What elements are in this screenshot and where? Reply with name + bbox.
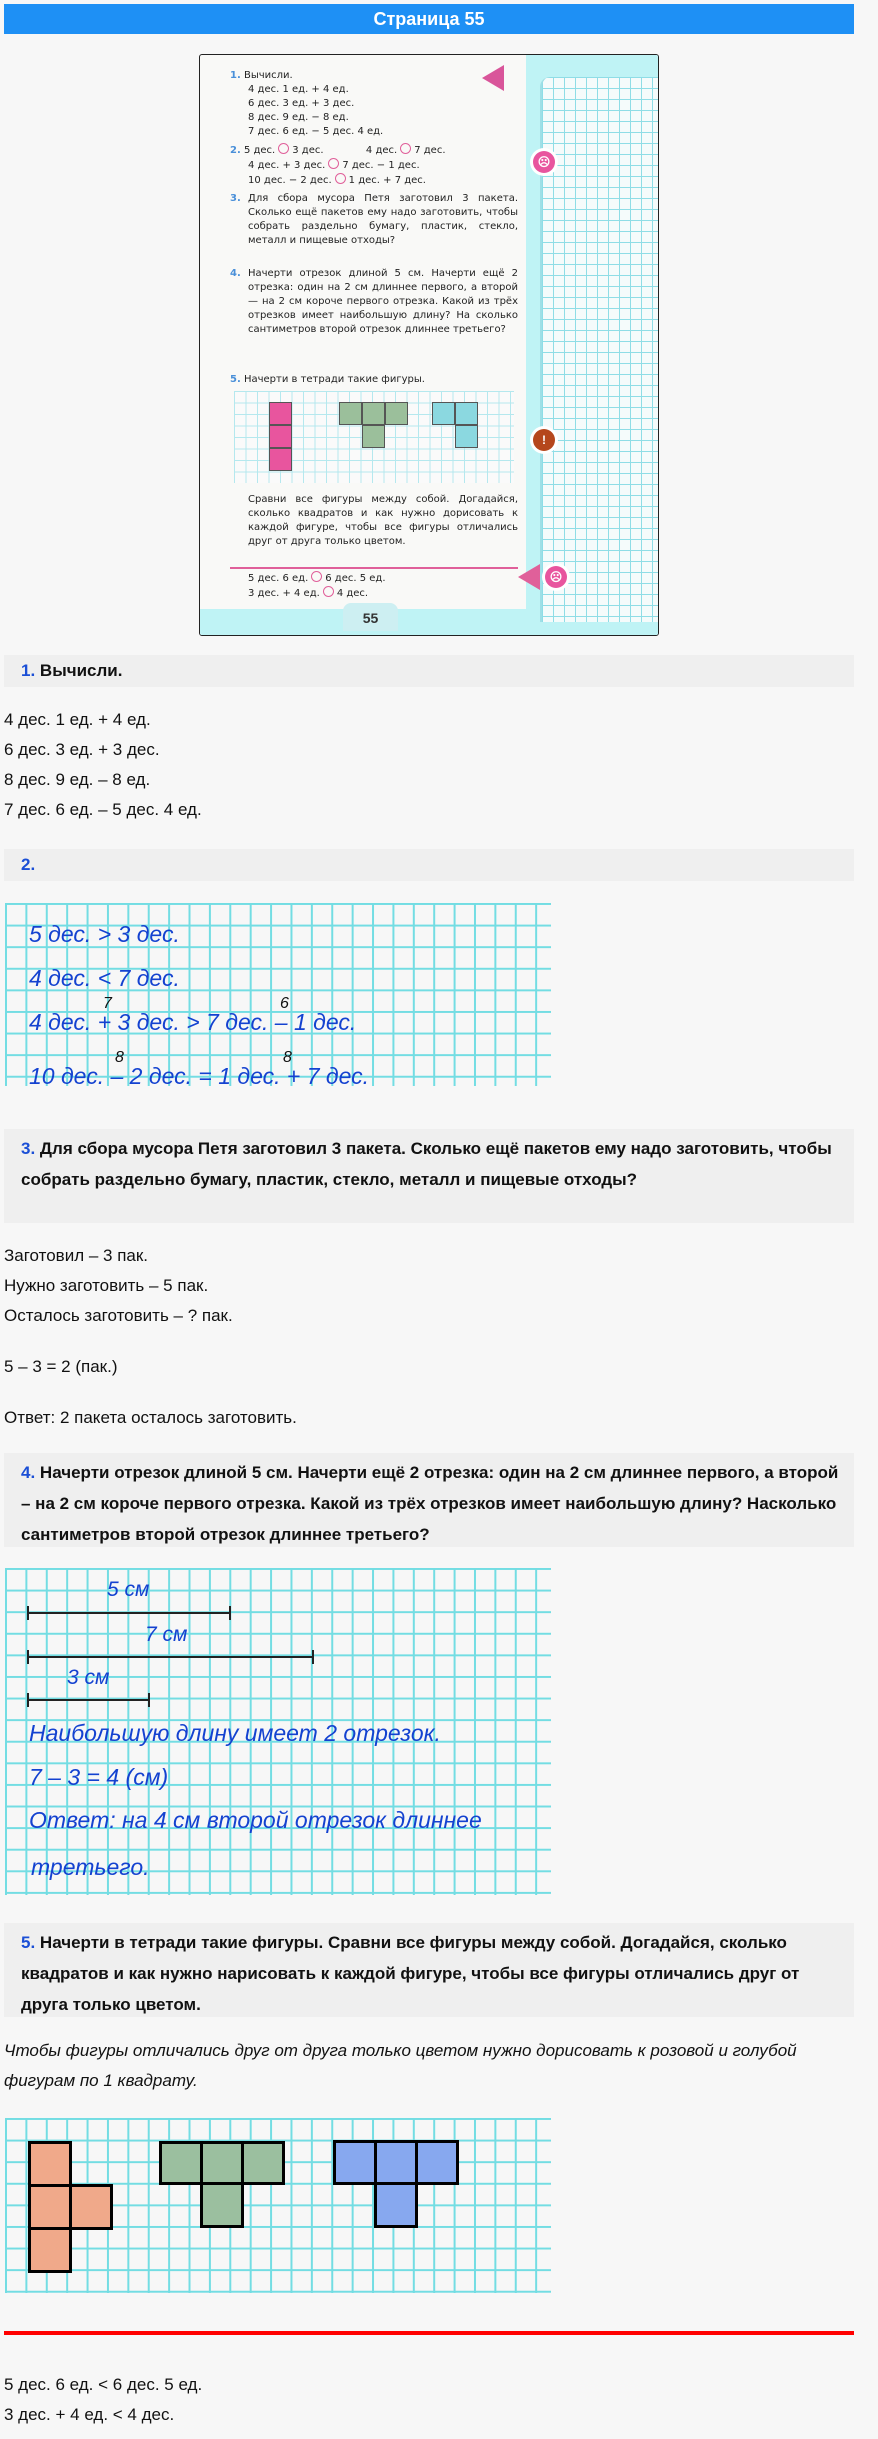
green-square bbox=[362, 425, 385, 448]
pink-square bbox=[269, 425, 292, 448]
orange-square bbox=[28, 2184, 72, 2230]
segment-5cm bbox=[27, 1612, 231, 1614]
green-square bbox=[362, 402, 385, 425]
green-square bbox=[339, 402, 362, 425]
compare-circle bbox=[400, 143, 411, 154]
red-divider bbox=[4, 2331, 854, 2335]
answer-3-result: Ответ: 2 пакета осталось заготовить. bbox=[4, 1408, 297, 1427]
blue-square bbox=[374, 2182, 418, 2228]
margin-grid bbox=[540, 77, 659, 622]
exclamation-icon: ! bbox=[533, 429, 555, 451]
tb-task5-title: 5. Начерти в тетради такие фигуры. bbox=[230, 374, 425, 385]
cyan-square bbox=[455, 425, 478, 448]
tb-task3: 3. Для сбора мусора Петя заготовил 3 пакета. Сколько ещё пакетов ему надо заготовить, чтобы собрать раздельно бумагу, пластик, стекло, металл и пищевые отходы? bbox=[230, 193, 518, 246]
blue-square bbox=[415, 2140, 459, 2185]
answer-2-notebook: 5 дес. > 3 дес. 4 дес. < 7 дес. 7 6 4 дес. + 3 дес. > 7 дес. – 1 дес. 8 8 10 дес. – 2 дес. = 1 дес. + 7 дес. bbox=[5, 903, 551, 1086]
triangle-marker-icon bbox=[482, 65, 504, 91]
orange-square bbox=[28, 2141, 72, 2187]
green-square bbox=[385, 402, 408, 425]
green-square bbox=[159, 2141, 203, 2185]
answer-1: 4 дес. 1 ед. + 4 ед. 6 дес. 3 ед. + 3 дес. 8 дес. 9 ед. – 8 ед. 7 дес. 6 ед. – 5 дес. 4 ед. bbox=[4, 710, 202, 819]
green-square bbox=[200, 2141, 244, 2185]
compare-circle bbox=[278, 143, 289, 154]
question-2-header: 2. bbox=[4, 849, 854, 881]
question-1-header: 1. Вычисли. bbox=[4, 655, 854, 687]
orange-square bbox=[28, 2227, 72, 2273]
smiley-face-icon: ☹ bbox=[545, 566, 567, 588]
answer-4-notebook: 5 см 7 см 3 см Наибольшую длину имеет 2 отрезок. 7 – 3 = 4 (см) Ответ: на 4 см второй отрезок длиннее третьего. bbox=[5, 1568, 551, 1895]
answer-5-notebook bbox=[5, 2118, 551, 2293]
blue-square bbox=[374, 2140, 418, 2185]
segment-3cm bbox=[27, 1699, 150, 1701]
tb-task4: 4. Начерти отрезок длиной 5 см. Начерти ещё 2 отрезка: один на 2 см длиннее первого, а второй — на 2 см короче первого отрезка. Какой из трёх отрезков имеет наибольшую длину? На сколько сантиметров второй отрезок длиннее третьего? bbox=[230, 268, 518, 335]
answer-extra: 5 дес. 6 ед. < 6 дес. 5 ед. 3 дес. + 4 ед. < 4 дес. bbox=[4, 2375, 203, 2424]
question-3-header: 3. Для сбора мусора Петя заготовил 3 пакета. Сколько ещё пакетов ему надо заготовить, чтобы собрать раздельно бумагу, пластик, стекло, металл и пищевые отходы? bbox=[4, 1129, 854, 1223]
compare-circle bbox=[328, 158, 339, 169]
textbook-page-image bbox=[199, 54, 659, 636]
question-5-header: 5. Начерти в тетради такие фигуры. Сравни все фигуры между собой. Догадайся, сколько квадратов и как нужно нарисовать к каждой фигуре, чтобы все фигуры отличались друг от друга только цветом. bbox=[4, 1923, 854, 2017]
smiley-face-icon: ☹ bbox=[533, 151, 555, 173]
page-title: Страница 55 bbox=[373, 8, 485, 29]
answer-3-given: Заготовил – 3 пак. Нужно заготовить – 5 пак. Осталось заготовить – ? пак. bbox=[4, 1246, 233, 1325]
page-number-tab: 55 bbox=[343, 603, 398, 631]
cyan-square bbox=[432, 402, 455, 425]
tb-task1: 1. Вычисли. 4 дес. 1 ед. + 4 ед. 6 дес. 3 ед. + 3 дес. 8 дес. 9 ед. − 8 ед. 7 дес. 6 ед. − 5 дес. 4 ед. bbox=[230, 70, 384, 137]
tb-task5-text: Сравни все фигуры между собой. Догадайся, сколько квадратов и как нужно дорисовать к каждой фигуре, чтобы все фигуры отличались друг от друга только цветом. bbox=[248, 494, 518, 547]
blue-square bbox=[333, 2140, 377, 2185]
tb-figures-grid bbox=[234, 391, 514, 483]
page-title-bar bbox=[4, 4, 854, 34]
green-square bbox=[200, 2182, 244, 2228]
compare-circle bbox=[335, 173, 346, 184]
orange-square bbox=[69, 2184, 113, 2230]
compare-circle bbox=[311, 571, 322, 582]
answer-5-explanation: Чтобы фигуры отличались друг от друга только цветом нужно дорисовать к розовой и голубой фигурам по 1 квадрату. bbox=[4, 2041, 797, 2090]
tb-task2: 2. 5 дес. 3 дес. 4 дес. 7 дес. 4 дес. + 3 дес. 7 дес. − 1 дес. 10 дес. − 2 дес. 1 дес. + 7 дес. bbox=[230, 145, 446, 186]
compare-circle bbox=[323, 586, 334, 597]
divider bbox=[230, 567, 518, 569]
cyan-square bbox=[455, 402, 478, 425]
tb-extra: 5 дес. 6 ед. 6 дес. 5 ед. 3 дес. + 4 ед. 4 дес. bbox=[248, 573, 386, 599]
question-triangle-icon bbox=[518, 564, 540, 590]
green-square bbox=[241, 2141, 285, 2185]
question-4-header: 4. Начерти отрезок длиной 5 см. Начерти ещё 2 отрезка: один на 2 см длиннее первого, а второй – на 2 см короче первого отрезка. Какой из трёх отрезков имеет наибольшую длину? Насколько сантиметров второй отрезок длиннее третьего? bbox=[4, 1453, 854, 1547]
answer-3-calc: 5 – 3 = 2 (пак.) bbox=[4, 1357, 118, 1376]
pink-square bbox=[269, 448, 292, 471]
pink-square bbox=[269, 402, 292, 425]
segment-7cm bbox=[27, 1656, 314, 1658]
